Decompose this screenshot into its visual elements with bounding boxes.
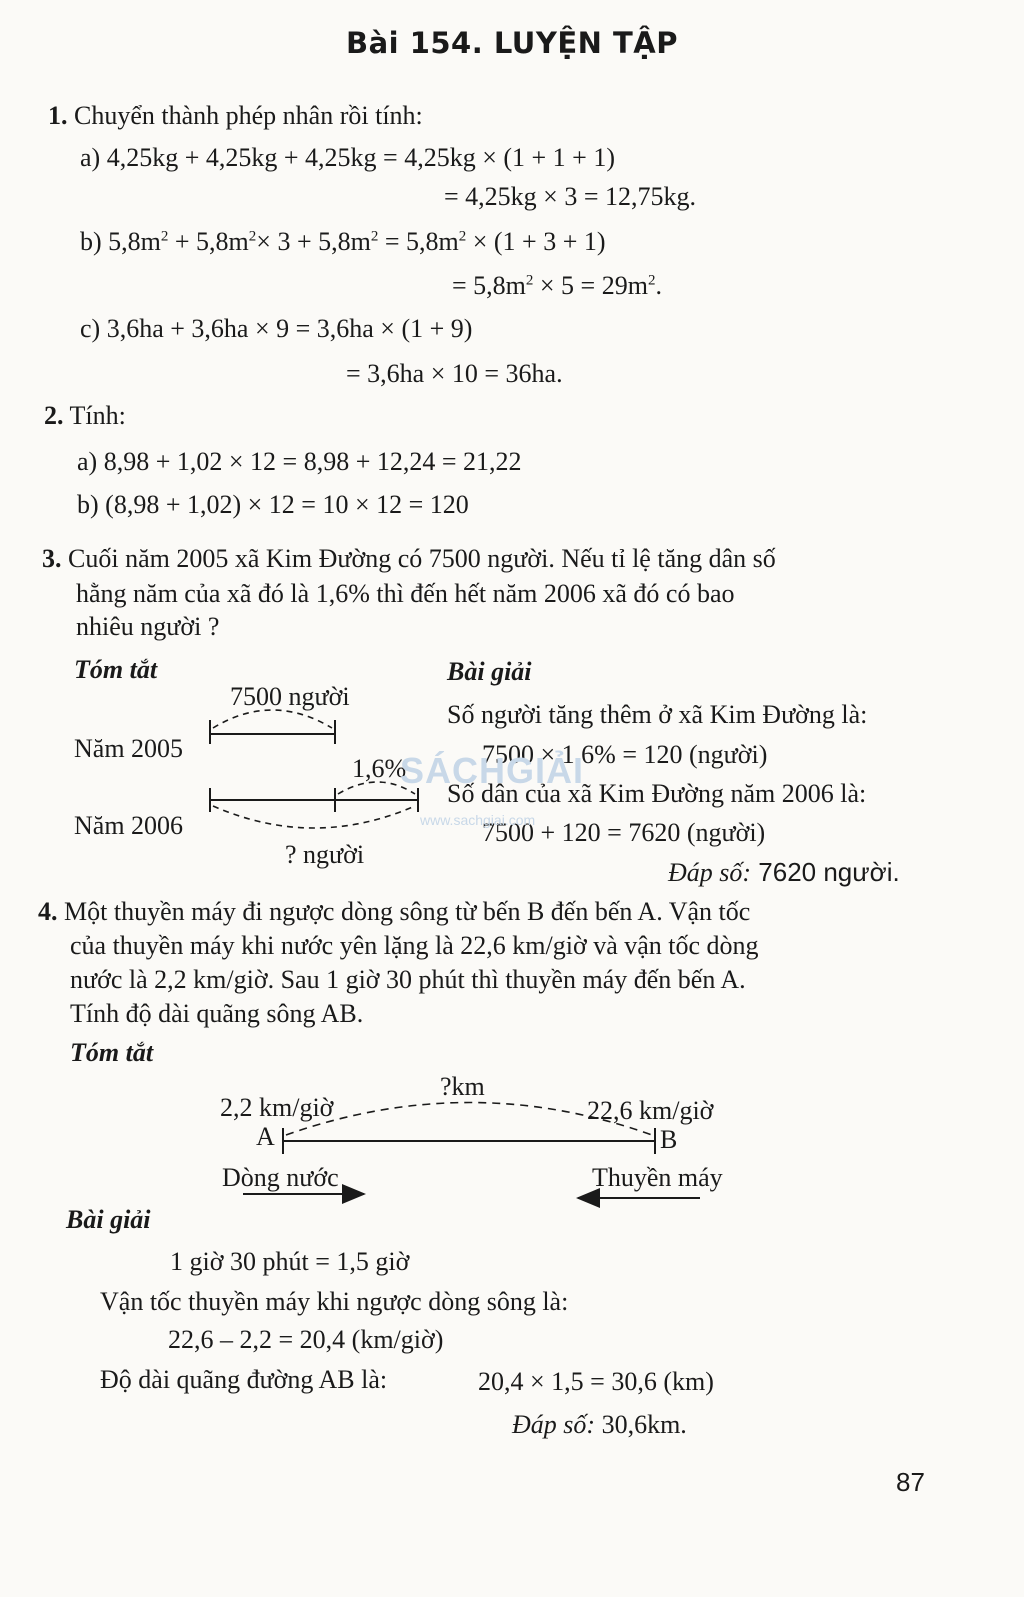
- problem-3-line2: hằng năm của xã đó là 1,6% thì đến hết năm 2006 xã đó có bao: [76, 579, 735, 608]
- p1-c-line1: c) 3,6ha + 3,6ha × 9 = 3,6ha × (1 + 9): [80, 314, 473, 343]
- diagram-point-b: B: [660, 1125, 678, 1154]
- solution-heading: Bài giải: [66, 1205, 151, 1234]
- diagram-point-a: A: [256, 1122, 275, 1151]
- p1-b-line2: [452, 270, 662, 302]
- diagram-label-2005: Năm 2005: [74, 734, 184, 763]
- diagram-label-boat-speed: 22,6 km/giờ: [587, 1096, 714, 1125]
- p1-a-line2: = 4,25kg × 3 = 12,75kg.: [444, 182, 696, 211]
- problem-1-heading: [48, 100, 423, 132]
- solution-heading: Bài giải: [447, 657, 532, 686]
- p4-solution-line4-label: Độ dài quãng đường AB là:: [100, 1365, 388, 1394]
- problem-number: 3.: [42, 544, 62, 573]
- diagram-label-unknown: ? người: [285, 840, 365, 869]
- problem-4-line2: của thuyền máy khi nước yên lặng là 22,6 km/giờ và vận tốc dòng: [70, 931, 759, 960]
- p3-solution-line1: Số người tăng thêm ở xã Kim Đường là:: [447, 700, 868, 729]
- problem-number: 4.: [38, 897, 58, 926]
- diagram-label-unknown-km: ?km: [440, 1072, 485, 1101]
- problem-text: Chuyển thành phép nhân rồi tính:: [74, 101, 423, 130]
- p2-a: a) 8,98 + 1,02 × 12 = 8,98 + 12,24 = 21,22: [77, 447, 522, 476]
- expr-part: = 5,8m: [452, 271, 526, 300]
- p3-solution-line4: 7500 + 120 = 7620 (người): [482, 818, 766, 847]
- page-number: 87: [896, 1467, 925, 1497]
- p4-solution-line3: 22,6 – 2,2 = 20,4 (km/giờ): [168, 1325, 444, 1354]
- superscript: 2: [160, 228, 169, 245]
- expr-part: × 3 + 5,8m: [256, 227, 371, 256]
- expr-part: = 5,8m: [378, 227, 459, 256]
- answer-value: 30,6km.: [595, 1410, 687, 1439]
- diagram-label-boat: Thuyền máy: [592, 1163, 723, 1192]
- superscript: 2: [525, 272, 534, 289]
- watermark-logo: SÁCHGIẢI: [400, 750, 585, 791]
- expr-part: × 5 = 29m: [533, 271, 648, 300]
- diagram-label-current-speed: 2,2 km/giờ: [220, 1093, 334, 1122]
- superscript: 2: [647, 272, 656, 289]
- p4-solution-line2: Vận tốc thuyền máy khi ngược dòng sông là:: [100, 1287, 569, 1316]
- answer-label: Đáp số:: [668, 858, 752, 887]
- p3-solution-line3: Số dân của xã Kim Đường năm 2006 là:: [447, 779, 867, 808]
- diagram-label-current: Dòng nước: [222, 1163, 339, 1192]
- expr-part: + 5,8m: [168, 227, 249, 256]
- problem-number: 1.: [48, 101, 68, 130]
- superscript: 2: [458, 228, 467, 245]
- answer-label: Đáp số:: [512, 1410, 596, 1439]
- superscript: 2: [248, 228, 257, 245]
- problem-4-line4: Tính độ dài quãng sông AB.: [70, 999, 364, 1028]
- page-title: Bài 154. LUYỆN TẬP: [345, 26, 678, 60]
- p4-solution-line4-calc: 20,4 × 1,5 = 30,6 (km): [478, 1367, 714, 1396]
- superscript: 2: [370, 228, 379, 245]
- p2-b: b) (8,98 + 1,02) × 12 = 10 × 12 = 120: [77, 490, 469, 519]
- problem-3-line1: [42, 543, 776, 575]
- problem-4-line3: nước là 2,2 km/giờ. Sau 1 giờ 30 phút thì thuyền máy đến bến A.: [70, 965, 746, 994]
- problem-text: Tính:: [69, 401, 126, 430]
- summary-heading: Tóm tắt: [70, 1038, 154, 1067]
- p3-answer: [668, 856, 900, 889]
- p4-solution-line1: 1 giờ 30 phút = 1,5 giờ: [170, 1247, 410, 1276]
- problem-text: Cuối năm 2005 xã Kim Đường có 7500 người. Nếu tỉ lệ tăng dân số: [68, 544, 776, 573]
- watermark-url: www.sachgiai.com: [420, 812, 536, 828]
- problem-text: Một thuyền máy đi ngược dòng sông từ bến B đến bến A. Vận tốc: [64, 897, 751, 926]
- expr-part: b) 5,8m: [80, 227, 161, 256]
- problem-2-heading: [44, 400, 126, 432]
- expr-part: .: [655, 271, 662, 300]
- diagram-label-2006: Năm 2006: [74, 811, 184, 840]
- p1-b-line1: [80, 226, 606, 258]
- summary-heading: Tóm tắt: [74, 655, 158, 684]
- p1-c-line2: = 3,6ha × 10 = 36ha.: [346, 359, 563, 388]
- expr-part: × (1 + 3 + 1): [466, 227, 606, 256]
- problem-number: 2.: [44, 401, 64, 430]
- problem-3-line3: nhiêu người ?: [76, 612, 220, 641]
- problem-4-line1: [38, 896, 750, 928]
- diagram-label-7500: 7500 người: [230, 682, 350, 711]
- p1-a-line1: a) 4,25kg + 4,25kg + 4,25kg = 4,25kg × (1 + 1 + 1): [80, 143, 615, 172]
- p3-solution-line2: 7500 × 1,6% = 120 (người): [482, 740, 768, 769]
- p4-answer: [512, 1409, 687, 1441]
- diagram-label-percent: 1,6%: [352, 754, 407, 783]
- answer-value: 7620 người.: [751, 857, 900, 887]
